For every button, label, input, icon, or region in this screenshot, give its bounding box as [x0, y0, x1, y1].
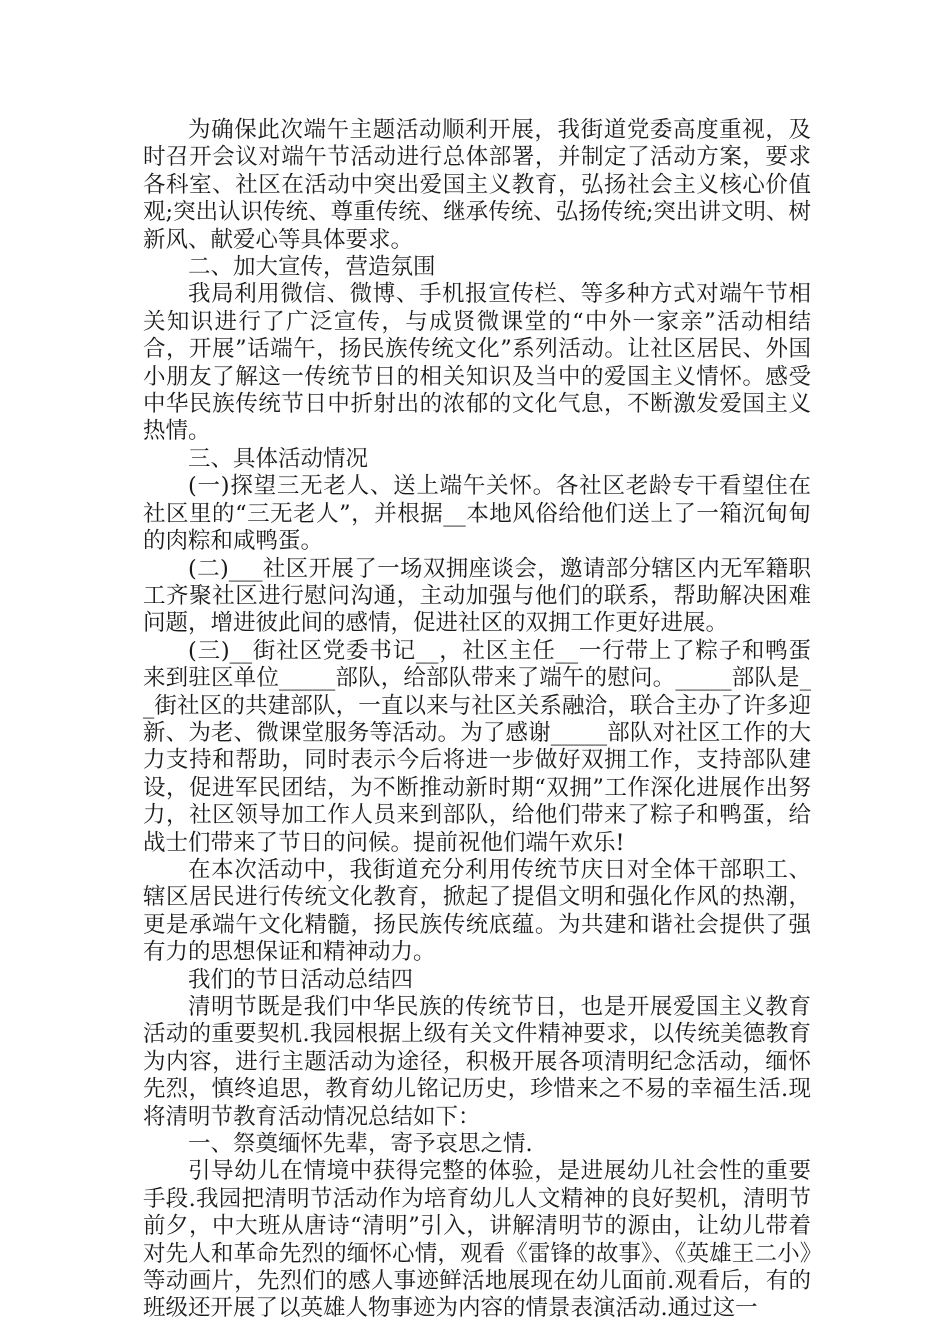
paragraph-activity-1: (一)探望三无老人、送上端午关怀。各社区老龄专干看望住在社区里的“三无老人”，并根据__本地风俗给他们送上了一箱沉甸甸的肉粽和咸鸭蛋。 [143, 473, 811, 555]
section-heading-memorial: 一、祭奠缅怀先辈，寄予哀思之情. [188, 1131, 533, 1158]
paragraph-qingming-intro: 清明节既是我们中华民族的传统节日，也是开展爱国主义教育活动的重要契机.我园根据上级有关文件精神要求，以传统美德教育为内容，进行主题活动为途径，积极开展各项清明纪念活动，缅怀先烈，慎终追思，教育幼儿铭记历史，珍惜来之不易的幸福生活.现将清明节教育活动情况总结如下： [143, 994, 811, 1130]
paragraph-memorial: 引导幼儿在情境中获得完整的体验，是进展幼儿社会性的重要手段.我园把清明节活动作为培育幼儿人文精神的良好契机，清明节前夕，中大班从唐诗“清明”引入，讲解清明节的源由，让幼儿带着对先人和革命先烈的缅怀心情，观看《雷锋的故事》、《英雄王二小》等动画片，先烈们的感人事迹鲜活地展现在幼儿面前.观看后，有的班级还开展了以英雄人物事迹为内容的情景表演活动.通过这一 [143, 1158, 811, 1322]
section-heading-publicity: 二、加大宣传，营造氛围 [188, 254, 436, 281]
paragraph-conclusion: 在本次活动中，我街道充分利用传统节庆日对全体干部职工、辖区居民进行传统文化教育，掀起了提倡文明和强化作风的热潮，更是承端午文化精髓，扬民族传统底蕴。为共建和谐社会提供了强有力的思想保证和精神动力。 [143, 856, 811, 966]
section-heading-activities: 三、具体活动情况 [188, 445, 369, 472]
section-heading-summary-four: 我们的节日活动总结四 [188, 966, 414, 993]
paragraph-activity-3: (三)__街社区党委书记__，社区主任__一行带上了粽子和鸭蛋来到驻区单位_____部队，给部队带来了端午的慰问。_____部队是__街社区的共建部队，一直以来与社区关系融洽，联合主办了许多迎新、为老、微课堂服务等活动。为了感谢_____部队对社区工作的大力支持和帮助，同时表示今后将进一步做好双拥工作，支持部队建设，促进军民团结，为不断推动新时期“双拥”工作深化进展作出努力，社区领导加工作人员来到部队，给他们带来了粽子和鸭蛋，给战士们带来了节日的问候。提前祝他们端午欢乐! [143, 637, 811, 856]
document-body [143, 117, 811, 1323]
paragraph-activity-2: (二)___社区开展了一场双拥座谈会，邀请部分辖区内无军籍职工齐聚社区进行慰问沟通，主动加强与他们的联系，帮助解决困难问题，增进彼此间的感情，促进社区的双拥工作更好进展。 [143, 555, 811, 637]
paragraph-publicity: 我局利用微信、微博、手机报宣传栏、等多种方式对端午节相关知识进行了广泛宣传，与成贤微课堂的“中外一家亲”活动相结合，开展”话端午，扬民族传统文化”系列活动。让社区居民、外国小朋友了解这一传统节日的相关知识及当中的爱国主义情怀。感受中华民族传统节日中折射出的浓郁的文化气息，不断激发爱国主义热情。 [143, 281, 811, 445]
paragraph-preparation: 为确保此次端午主题活动顺利开展，我街道党委高度重视，及时召开会议对端午节活动进行总体部署，并制定了活动方案，要求各科室、社区在活动中突出爱国主义教育，弘扬社会主义核心价值观;突出认识传统、尊重传统、继承传统、弘扬传统;突出讲文明、树新风、献爱心等具体要求。 [143, 117, 811, 253]
